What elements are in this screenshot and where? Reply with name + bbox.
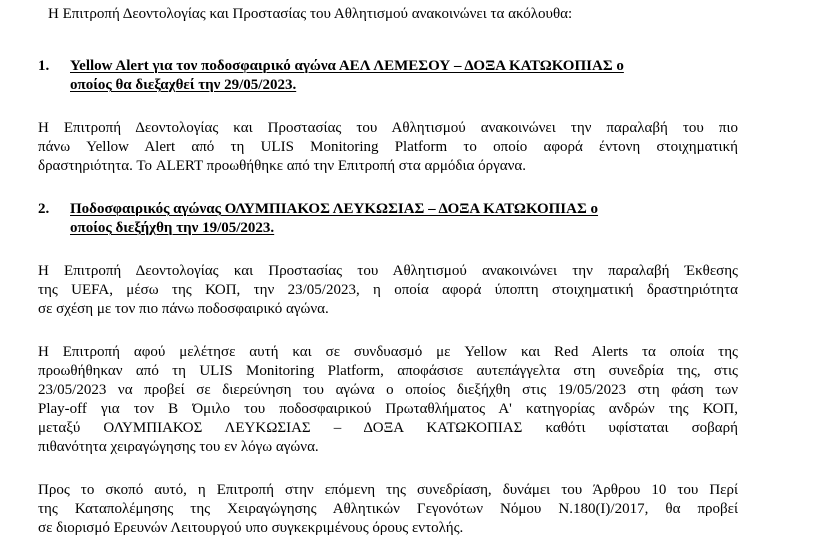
- section-2-title-line2: οποίος διεξήχθη την 19/05/2023.: [70, 220, 275, 236]
- paragraph-line: μεταξύ ΟΛΥΜΠΙΑΚΟΣ ΛΕΥΚΩΣΙΑΣ – ΔΟΞΑ ΚΑΤΩΚΟΠΙΑΣ καθότι υφίσταται σοβαρή: [38, 420, 738, 436]
- section-2-number: 2.: [38, 201, 50, 217]
- paragraph-line: της UEFA, μέσω της ΚΟΠ, την 23/05/2023, η οποία αφορά ύποπτη στοιχηματική δραστηριότητα: [38, 282, 738, 298]
- paragraph-line: της Καταπολέμησης της Χειραγώγησης Αθλητικών Γεγονότων Νόμου Ν.180(Ι)/2017, θα προβεί: [38, 501, 738, 517]
- paragraph-line: σε διορισμό Ερευνών Λειτουργού υπο συγκεκριμένους όρους εντολής.: [38, 520, 464, 536]
- section-1-title-line2: οποίος θα διεξαχθεί την 29/05/2023.: [70, 77, 297, 93]
- paragraph-line: σε σχέση με τον πιο πάνω ποδοσφαιρικό αγώνα.: [38, 301, 329, 317]
- paragraph-line: πιθανότητα χειραγώγησης του εν λόγω αγώνα.: [38, 439, 319, 455]
- paragraph-line: Η Επιτροπή Δεοντολογίας και Προστασίας του Αθλητισμού ανακοινώνει την παραλαβή του πιο: [38, 120, 738, 136]
- paragraph-line: προωθήθηκαν από τη ULIS Monitoring Platform, αποφάσισε αυτεπάγγελτα στη συνεδρία της, στις: [38, 363, 738, 379]
- paragraph-line: πάνω Yellow Alert από τη ULIS Monitoring Platform το οποίο αφορά έντονη στοιχηματική: [38, 139, 738, 155]
- section-1-heading: [38, 57, 624, 76]
- paragraph-line: Προς το σκοπό αυτό, η Επιτροπή στην επόμενη της συνεδρίαση, δυνάμει του Άρθρου 10 του Περί: [38, 482, 738, 498]
- section-2-title-line1: Ποδοσφαιρικός αγώνας ΟΛΥΜΠΙΑΚΟΣ ΛΕΥΚΩΣΙΑΣ – ΔΟΞΑ ΚΑΤΩΚΟΠΙΑΣ ο: [70, 201, 599, 217]
- section-1-title-line1: Yellow Alert για τον ποδοσφαιρικό αγώνα ΑΕΛ ΛΕΜΕΣΟΥ – ΔΟΞΑ ΚΑΤΩΚΟΠΙΑΣ ο: [70, 58, 624, 74]
- paragraph-line: 23/05/2023 να προβεί σε διερεύνηση του αγώνα ο οποίος διεξήχθη στις 19/05/2023 στη φάση των: [38, 382, 738, 398]
- paragraph-line: Η Επιτροπή Δεοντολογίας και Προστασίας του Αθλητισμού ανακοινώνει την παραλαβή Έκθεσης: [38, 263, 738, 279]
- intro-text: Η Επιτροπή Δεοντολογίας και Προστασίας του Αθλητισμού ανακοινώνει τα ακόλουθα:: [48, 6, 573, 22]
- section-2-heading: [38, 200, 598, 219]
- section-1-heading-cont: [70, 76, 296, 95]
- section-1-number: 1.: [38, 58, 50, 74]
- section-2-heading-cont: [70, 219, 274, 238]
- paragraph-line: Η Επιτροπή αφού μελέτησε αυτή και σε συνδυασμό με Yellow και Red Alerts τα οποία της: [38, 344, 738, 360]
- paragraph-line: Play-off για τον Β Όμιλο του ποδοσφαιρικού Πρωταθλήματος Α' κατηγορίας ανδρών της ΚΟΠ,: [38, 401, 738, 417]
- paragraph-line: δραστηριότητα. Το ALERT προωθήθηκε από την Επιτροπή στα αρμόδια όργανα.: [38, 158, 526, 174]
